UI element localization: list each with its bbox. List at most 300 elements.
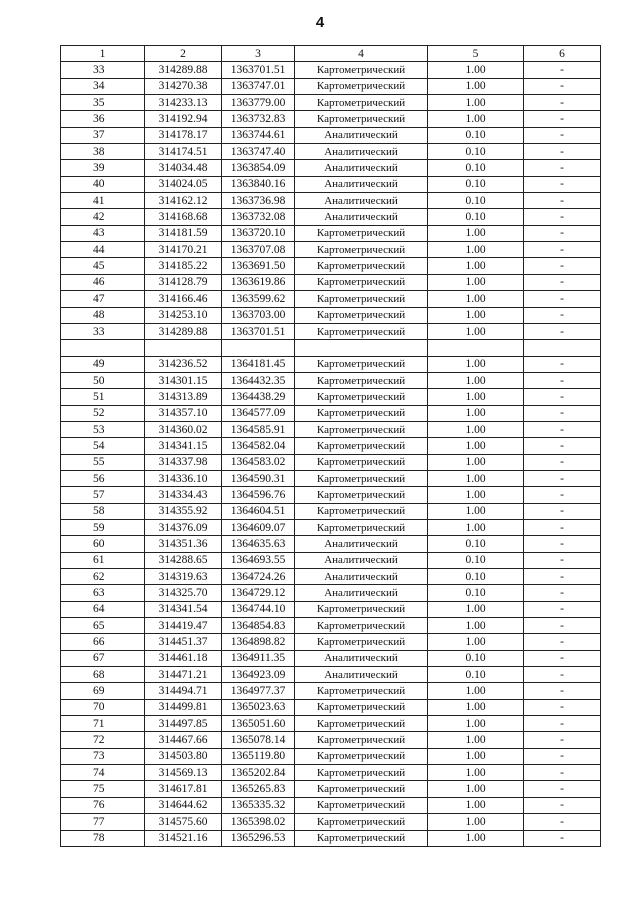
table-cell-col-5: 0.10 xyxy=(428,585,524,601)
table-cell-col-2: 314334.43 xyxy=(145,487,222,503)
table-row xyxy=(61,536,601,552)
table-cell-col-6: - xyxy=(524,683,601,699)
table-cell-col-4: Картометрический xyxy=(295,389,428,405)
table-cell-col-1: 56 xyxy=(61,470,145,486)
table-cell-col-4: Картометрический xyxy=(295,814,428,830)
table-cell-col-4: Картометрический xyxy=(295,683,428,699)
table-cell-col-1: 41 xyxy=(61,193,145,209)
table-cell-col-3: 1364854.83 xyxy=(222,618,295,634)
table-cell-col-2: 314337.98 xyxy=(145,454,222,470)
table-cell-col-4: Картометрический xyxy=(295,405,428,421)
table-cell-col-6: - xyxy=(524,193,601,209)
table-cell-col-1: 72 xyxy=(61,732,145,748)
table-cell-col-5: 1.00 xyxy=(428,356,524,372)
table-row xyxy=(61,258,601,274)
table-cell-col-5: 0.10 xyxy=(428,127,524,143)
table-cell-col-5: 1.00 xyxy=(428,62,524,78)
table-cell-col-6: - xyxy=(524,307,601,323)
table-cell-col-2: 314270.38 xyxy=(145,78,222,94)
table-cell-col-5: 1.00 xyxy=(428,405,524,421)
table-cell-col-6: - xyxy=(524,78,601,94)
table-cell-col-1: 75 xyxy=(61,781,145,797)
table-cell-col-1: 65 xyxy=(61,618,145,634)
coordinates-table xyxy=(60,45,601,847)
table-cell-col-4: Картометрический xyxy=(295,454,428,470)
table-cell-col-5: 1.00 xyxy=(428,748,524,764)
table-cell-col-3: 1364604.51 xyxy=(222,503,295,519)
table-cell-col-6: - xyxy=(524,748,601,764)
table-cell-col-5: 0.10 xyxy=(428,176,524,192)
table-cell-col-6: - xyxy=(524,830,601,846)
table-cell-col-1: 67 xyxy=(61,650,145,666)
table-cell-col-2: 314233.13 xyxy=(145,95,222,111)
table-row xyxy=(61,519,601,535)
table-cell-col-5: 1.00 xyxy=(428,454,524,470)
table-cell-col-2: 314181.59 xyxy=(145,225,222,241)
table-cell-col-3: 1365119.80 xyxy=(222,748,295,764)
table-cell-col-3: 1364898.82 xyxy=(222,634,295,650)
table-cell-col-3: 1365078.14 xyxy=(222,732,295,748)
table-cell-col-2: 314185.22 xyxy=(145,258,222,274)
table-cell-col-6: - xyxy=(524,144,601,160)
table-cell-col-4: Картометрический xyxy=(295,356,428,372)
table-cell-col-2: 314253.10 xyxy=(145,307,222,323)
table-cell-col-4: Аналитический xyxy=(295,667,428,683)
table-cell-col-3: 1364583.02 xyxy=(222,454,295,470)
table-row xyxy=(61,601,601,617)
table-cell-col-6: - xyxy=(524,699,601,715)
table-cell-col-4: Картометрический xyxy=(295,716,428,732)
table-cell-col-1: 78 xyxy=(61,830,145,846)
table-cell-col-1: 62 xyxy=(61,569,145,585)
table-cell-col-3: 1364181.45 xyxy=(222,356,295,372)
table-cell-col-5: 1.00 xyxy=(428,519,524,535)
table-cell-col-1: 51 xyxy=(61,389,145,405)
table-cell-col-5: 0.10 xyxy=(428,160,524,176)
table-cell-col-2: 314192.94 xyxy=(145,111,222,127)
table-row xyxy=(61,732,601,748)
table-cell-col-2: 314168.68 xyxy=(145,209,222,225)
table-cell-col-3: 1364609.07 xyxy=(222,519,295,535)
table-cell-col-2: 314319.63 xyxy=(145,569,222,585)
table-row xyxy=(61,634,601,650)
table-cell-col-6: - xyxy=(524,127,601,143)
table-cell-col-3: 1363732.08 xyxy=(222,209,295,225)
table-cell-col-6: - xyxy=(524,634,601,650)
table-cell-col-1: 68 xyxy=(61,667,145,683)
table-cell-col-2: 314644.62 xyxy=(145,797,222,813)
table-cell-col-3: 1364438.29 xyxy=(222,389,295,405)
table-cell-col-3: 1363707.08 xyxy=(222,242,295,258)
table-cell-col-4: Картометрический xyxy=(295,748,428,764)
blank-separator-row xyxy=(61,340,601,356)
table-row xyxy=(61,438,601,454)
table-cell-col-5: 1.00 xyxy=(428,389,524,405)
table-cell-col-1: 52 xyxy=(61,405,145,421)
table-cell-col-1: 64 xyxy=(61,601,145,617)
table-cell-col-4: Аналитический xyxy=(295,160,428,176)
table-cell-col-4: Картометрический xyxy=(295,258,428,274)
table-row xyxy=(61,814,601,830)
table-row xyxy=(61,487,601,503)
table-cell-col-1: 58 xyxy=(61,503,145,519)
table-cell-col-5: 1.00 xyxy=(428,683,524,699)
table-cell-col-2: 314024.05 xyxy=(145,176,222,192)
table-cell-col-5: 1.00 xyxy=(428,699,524,715)
table-row xyxy=(61,144,601,160)
table-cell-col-1: 55 xyxy=(61,454,145,470)
table-cell-col-2: 314351.36 xyxy=(145,536,222,552)
table-cell-col-3: 1363703.00 xyxy=(222,307,295,323)
table-cell-col-2: 314301.15 xyxy=(145,372,222,388)
table-cell-col-6: - xyxy=(524,274,601,290)
table-cell-col-5: 1.00 xyxy=(428,323,524,339)
table-cell-col-3: 1363701.51 xyxy=(222,323,295,339)
table-row xyxy=(61,797,601,813)
table-cell-col-1: 53 xyxy=(61,421,145,437)
table-row xyxy=(61,830,601,846)
table-cell-col-5: 0.10 xyxy=(428,569,524,585)
table-cell-col-4: Аналитический xyxy=(295,552,428,568)
table-cell-col-3: 1364577.09 xyxy=(222,405,295,421)
table-cell-col-2: 314451.37 xyxy=(145,634,222,650)
table-cell-col-2: 314336.10 xyxy=(145,470,222,486)
table-cell-col-6: - xyxy=(524,389,601,405)
table-cell-col-6: - xyxy=(524,209,601,225)
table-cell-col-2: 314575.60 xyxy=(145,814,222,830)
table-cell-col-4: Картометрический xyxy=(295,470,428,486)
table-cell-col-4: Аналитический xyxy=(295,144,428,160)
table-cell-col-6: - xyxy=(524,356,601,372)
table-cell-col-5: 1.00 xyxy=(428,372,524,388)
table-cell-col-6: - xyxy=(524,111,601,127)
table-cell-col-3: 1363619.86 xyxy=(222,274,295,290)
table-cell-col-2: 314521.16 xyxy=(145,830,222,846)
table-cell-col-3: 1364744.10 xyxy=(222,601,295,617)
table-cell-col-6: - xyxy=(524,601,601,617)
table-row xyxy=(61,552,601,568)
table-cell-col-5: 1.00 xyxy=(428,111,524,127)
header-cell-col-2: 2 xyxy=(145,46,222,62)
table-cell-col-5: 1.00 xyxy=(428,95,524,111)
table-cell-col-6: - xyxy=(524,585,601,601)
table-cell-col-4: Аналитический xyxy=(295,536,428,552)
table-cell-col-3: 1363736.98 xyxy=(222,193,295,209)
table-row xyxy=(61,683,601,699)
table-row xyxy=(61,356,601,372)
table-cell-col-5: 1.00 xyxy=(428,78,524,94)
table-cell-col-5: 1.00 xyxy=(428,618,524,634)
table-cell-col-6: - xyxy=(524,438,601,454)
table-row xyxy=(61,242,601,258)
table-cell-col-6: - xyxy=(524,160,601,176)
table-cell-col-5: 0.10 xyxy=(428,650,524,666)
table-cell-col-1: 42 xyxy=(61,209,145,225)
table-cell-col-2: 314467.66 xyxy=(145,732,222,748)
table-cell-col-3: 1364585.91 xyxy=(222,421,295,437)
table-cell-col-2: 314162.12 xyxy=(145,193,222,209)
table-cell-col-6: - xyxy=(524,291,601,307)
blank-cell xyxy=(524,340,601,356)
table-cell-col-4: Картометрический xyxy=(295,781,428,797)
table-cell-col-6: - xyxy=(524,487,601,503)
table-cell-col-5: 1.00 xyxy=(428,307,524,323)
table-cell-col-5: 1.00 xyxy=(428,503,524,519)
table-cell-col-1: 46 xyxy=(61,274,145,290)
table-cell-col-4: Картометрический xyxy=(295,421,428,437)
table-cell-col-1: 47 xyxy=(61,291,145,307)
blank-cell xyxy=(295,340,428,356)
table-row xyxy=(61,291,601,307)
table-cell-col-1: 35 xyxy=(61,95,145,111)
table-cell-col-2: 314355.92 xyxy=(145,503,222,519)
header-cell-col-5: 5 xyxy=(428,46,524,62)
table-cell-col-1: 39 xyxy=(61,160,145,176)
table-cell-col-1: 40 xyxy=(61,176,145,192)
table-cell-col-3: 1363691.50 xyxy=(222,258,295,274)
table-row xyxy=(61,78,601,94)
table-cell-col-2: 314360.02 xyxy=(145,421,222,437)
table-cell-col-2: 314288.65 xyxy=(145,552,222,568)
table-cell-col-4: Картометрический xyxy=(295,699,428,715)
blank-cell xyxy=(222,340,295,356)
table-cell-col-2: 314419.47 xyxy=(145,618,222,634)
table-cell-col-1: 69 xyxy=(61,683,145,699)
table-cell-col-2: 314569.13 xyxy=(145,765,222,781)
table-row xyxy=(61,111,601,127)
table-cell-col-5: 1.00 xyxy=(428,291,524,307)
table-cell-col-3: 1365296.53 xyxy=(222,830,295,846)
table-row xyxy=(61,699,601,715)
table-cell-col-2: 314174.51 xyxy=(145,144,222,160)
table-cell-col-1: 73 xyxy=(61,748,145,764)
table-row xyxy=(61,585,601,601)
table-cell-col-4: Картометрический xyxy=(295,95,428,111)
table-cell-col-6: - xyxy=(524,62,601,78)
table-cell-col-4: Картометрический xyxy=(295,519,428,535)
table-cell-col-4: Картометрический xyxy=(295,111,428,127)
table-row xyxy=(61,421,601,437)
header-cell-col-1: 1 xyxy=(61,46,145,62)
blank-cell xyxy=(145,340,222,356)
table-cell-col-2: 314503.80 xyxy=(145,748,222,764)
table-cell-col-5: 1.00 xyxy=(428,601,524,617)
table-cell-col-2: 314341.54 xyxy=(145,601,222,617)
table-cell-col-5: 1.00 xyxy=(428,258,524,274)
table-cell-col-1: 63 xyxy=(61,585,145,601)
table-cell-col-5: 1.00 xyxy=(428,242,524,258)
table-cell-col-3: 1364596.76 xyxy=(222,487,295,503)
table-cell-col-4: Картометрический xyxy=(295,618,428,634)
table-cell-col-1: 70 xyxy=(61,699,145,715)
table-row xyxy=(61,569,601,585)
table-cell-col-6: - xyxy=(524,569,601,585)
table-cell-col-5: 1.00 xyxy=(428,814,524,830)
table-cell-col-4: Картометрический xyxy=(295,274,428,290)
table-cell-col-4: Картометрический xyxy=(295,601,428,617)
table-cell-col-5: 1.00 xyxy=(428,438,524,454)
page-number: 4 xyxy=(315,14,325,31)
table-row xyxy=(61,405,601,421)
table-row xyxy=(61,389,601,405)
table-cell-col-5: 1.00 xyxy=(428,716,524,732)
table-cell-col-2: 314617.81 xyxy=(145,781,222,797)
table-cell-col-2: 314166.46 xyxy=(145,291,222,307)
table-cell-col-4: Картометрический xyxy=(295,438,428,454)
table-cell-col-6: - xyxy=(524,667,601,683)
table-cell-col-6: - xyxy=(524,225,601,241)
table-cell-col-5: 1.00 xyxy=(428,781,524,797)
table-cell-col-5: 0.10 xyxy=(428,193,524,209)
table-cell-col-5: 1.00 xyxy=(428,732,524,748)
table-cell-col-3: 1363854.09 xyxy=(222,160,295,176)
table-cell-col-5: 1.00 xyxy=(428,830,524,846)
table-row xyxy=(61,372,601,388)
table-cell-col-1: 59 xyxy=(61,519,145,535)
table-cell-col-4: Картометрический xyxy=(295,372,428,388)
table-cell-col-2: 314357.10 xyxy=(145,405,222,421)
table-cell-col-4: Картометрический xyxy=(295,225,428,241)
table-row xyxy=(61,62,601,78)
table-cell-col-3: 1363840.16 xyxy=(222,176,295,192)
table-cell-col-2: 314128.79 xyxy=(145,274,222,290)
table-row xyxy=(61,470,601,486)
table-cell-col-6: - xyxy=(524,372,601,388)
table-cell-col-3: 1365051.60 xyxy=(222,716,295,732)
table-cell-col-2: 314461.18 xyxy=(145,650,222,666)
table-cell-col-4: Картометрический xyxy=(295,307,428,323)
table-cell-col-3: 1364432.35 xyxy=(222,372,295,388)
table-cell-col-4: Аналитический xyxy=(295,176,428,192)
table-cell-col-4: Картометрический xyxy=(295,62,428,78)
table-cell-col-4: Картометрический xyxy=(295,78,428,94)
table-cell-col-3: 1364977.37 xyxy=(222,683,295,699)
table-cell-col-4: Аналитический xyxy=(295,650,428,666)
table-cell-col-3: 1363599.62 xyxy=(222,291,295,307)
table-cell-col-6: - xyxy=(524,454,601,470)
table-cell-col-4: Аналитический xyxy=(295,209,428,225)
table-row xyxy=(61,765,601,781)
table-cell-col-4: Картометрический xyxy=(295,830,428,846)
table-cell-col-2: 314376.09 xyxy=(145,519,222,535)
table-cell-col-1: 44 xyxy=(61,242,145,258)
table-row xyxy=(61,225,601,241)
table-cell-col-6: - xyxy=(524,405,601,421)
table-cell-col-5: 1.00 xyxy=(428,487,524,503)
table-row xyxy=(61,781,601,797)
table-cell-col-2: 314471.21 xyxy=(145,667,222,683)
table-cell-col-4: Аналитический xyxy=(295,127,428,143)
table-cell-col-2: 314236.52 xyxy=(145,356,222,372)
table-cell-col-5: 0.10 xyxy=(428,209,524,225)
table-cell-col-6: - xyxy=(524,716,601,732)
table-cell-col-4: Картометрический xyxy=(295,242,428,258)
table-cell-col-1: 34 xyxy=(61,78,145,94)
table-cell-col-6: - xyxy=(524,536,601,552)
table-cell-col-4: Картометрический xyxy=(295,323,428,339)
table-cell-col-6: - xyxy=(524,552,601,568)
table-cell-col-6: - xyxy=(524,258,601,274)
table-cell-col-6: - xyxy=(524,242,601,258)
table-cell-col-1: 57 xyxy=(61,487,145,503)
table-cell-col-6: - xyxy=(524,323,601,339)
table-row xyxy=(61,193,601,209)
table-cell-col-3: 1364693.55 xyxy=(222,552,295,568)
table-cell-col-3: 1364590.31 xyxy=(222,470,295,486)
table-cell-col-5: 1.00 xyxy=(428,765,524,781)
table-cell-col-1: 38 xyxy=(61,144,145,160)
table-cell-col-3: 1363701.51 xyxy=(222,62,295,78)
table-cell-col-1: 33 xyxy=(61,62,145,78)
table-cell-col-5: 0.10 xyxy=(428,536,524,552)
table-cell-col-2: 314289.88 xyxy=(145,62,222,78)
table-cell-col-2: 314325.70 xyxy=(145,585,222,601)
table-cell-col-6: - xyxy=(524,503,601,519)
table-row xyxy=(61,127,601,143)
table-row xyxy=(61,274,601,290)
table-cell-col-1: 36 xyxy=(61,111,145,127)
table-cell-col-1: 49 xyxy=(61,356,145,372)
table-cell-col-2: 314494.71 xyxy=(145,683,222,699)
table-cell-col-1: 66 xyxy=(61,634,145,650)
table-cell-col-3: 1365202.84 xyxy=(222,765,295,781)
table-row xyxy=(61,650,601,666)
table-row xyxy=(61,307,601,323)
table-cell-col-2: 314178.17 xyxy=(145,127,222,143)
table-cell-col-3: 1364729.12 xyxy=(222,585,295,601)
table-cell-col-4: Картометрический xyxy=(295,797,428,813)
table-cell-col-6: - xyxy=(524,618,601,634)
table-cell-col-3: 1363779.00 xyxy=(222,95,295,111)
table-cell-col-3: 1364635.63 xyxy=(222,536,295,552)
table-cell-col-2: 314289.88 xyxy=(145,323,222,339)
table-row xyxy=(61,323,601,339)
table-cell-col-2: 314497.85 xyxy=(145,716,222,732)
table-cell-col-5: 1.00 xyxy=(428,470,524,486)
table-row xyxy=(61,716,601,732)
table-cell-col-6: - xyxy=(524,781,601,797)
header-cell-col-3: 3 xyxy=(222,46,295,62)
table-cell-col-4: Картометрический xyxy=(295,765,428,781)
blank-cell xyxy=(428,340,524,356)
table-cell-col-6: - xyxy=(524,732,601,748)
table-cell-col-3: 1365398.02 xyxy=(222,814,295,830)
table-cell-col-1: 50 xyxy=(61,372,145,388)
table-row xyxy=(61,748,601,764)
table-cell-col-3: 1364582.04 xyxy=(222,438,295,454)
table-cell-col-5: 1.00 xyxy=(428,797,524,813)
table-cell-col-6: - xyxy=(524,470,601,486)
table-cell-col-3: 1365023.63 xyxy=(222,699,295,715)
table-cell-col-3: 1365265.83 xyxy=(222,781,295,797)
table-row xyxy=(61,454,601,470)
table-cell-col-3: 1363720.10 xyxy=(222,225,295,241)
table-row xyxy=(61,176,601,192)
table-cell-col-4: Картометрический xyxy=(295,487,428,503)
table-cell-col-6: - xyxy=(524,95,601,111)
table-cell-col-4: Картометрический xyxy=(295,732,428,748)
table-cell-col-1: 45 xyxy=(61,258,145,274)
table-cell-col-1: 33 xyxy=(61,323,145,339)
table-row xyxy=(61,95,601,111)
table-cell-col-1: 48 xyxy=(61,307,145,323)
table-cell-col-5: 0.10 xyxy=(428,552,524,568)
table-cell-col-3: 1365335.32 xyxy=(222,797,295,813)
table-row xyxy=(61,667,601,683)
table-cell-col-4: Аналитический xyxy=(295,193,428,209)
table-cell-col-5: 1.00 xyxy=(428,421,524,437)
table-cell-col-6: - xyxy=(524,814,601,830)
